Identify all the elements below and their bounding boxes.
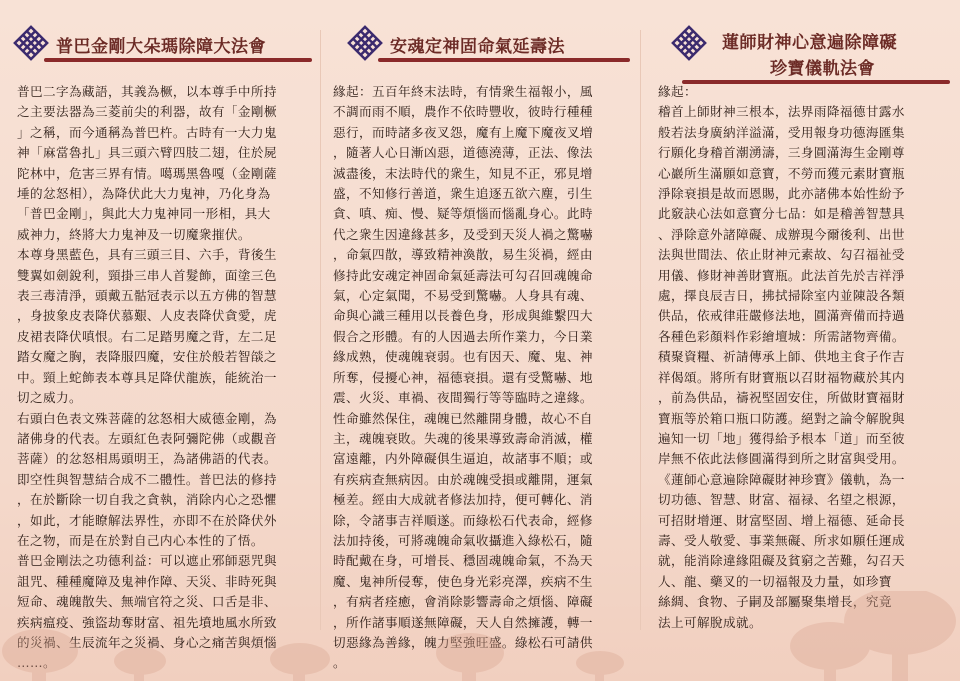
text-line: 盛，不知修行善道，衆生追逐五欲六塵，引生 <box>333 186 593 202</box>
text-line: 主，魂魄衰敗。失魂的後果導致壽命消滅，權 <box>333 430 593 446</box>
body-text <box>658 82 954 633</box>
text-line: 不調而雨不順，農作不依時豐收，彼時行種種 <box>333 104 593 120</box>
text-line: 用儀、修財神善財寶瓶。此法首先於吉祥淨 <box>658 267 905 283</box>
text-line: 皮裙表降伏嗔恨。右二足踏男魔之背，左二足 <box>17 328 277 344</box>
text-line: 壽、受人敬愛、事業無礙、所求如願任運成 <box>658 532 905 548</box>
text-line: 淨除衰損是故而恩賜，此亦諸佛本始性紛予 <box>658 186 905 202</box>
text-line: 緣起： <box>658 84 697 99</box>
text-line: 稽首上師財神三根本，法界雨降福德甘露水 <box>658 104 905 120</box>
text-line: 貪、嗔、痴、慢、疑等煩惱而惱亂身心。此時 <box>333 206 593 222</box>
text-line: 時配戴在身，可增長、穩固魂魄命氣，不為天 <box>333 553 593 569</box>
text-line: ，如此，才能瞭解法界性，亦即不在於降伏外 <box>17 512 277 528</box>
endless-knot-icon <box>670 24 708 62</box>
title-underline <box>378 58 630 62</box>
text-line: 各種色彩顏料作彩繪壇城：所需諸物齊備。 <box>658 328 905 344</box>
title-underline <box>44 58 312 62</box>
text-line: 積聚資糧、祈請傳承上師、供地主食子作吉 <box>658 349 905 365</box>
column-wealth-ritual <box>640 0 960 681</box>
text-line: 「普巴金剛」，與此大力鬼神同一形相，具大 <box>17 206 271 222</box>
text-line: 除，令諸事吉祥順遂。而綠松石代表命，經修 <box>333 512 593 528</box>
text-line: 行願化身稽首潮湧濤，三身圓滿海生金剛尊 <box>658 145 905 161</box>
section-title: 安魂定神固命氣延壽法 <box>390 37 565 57</box>
text-line: 修持此安魂定神固命氣延壽法可勾召回魂魄命 <box>333 267 593 283</box>
text-line: 所奪，侵擾心神，福德衰損。還有受驚嚇、地 <box>333 369 593 385</box>
text-line: 《蓮師心意遍除障礙財神珍寶》儀軌，為一 <box>658 471 905 487</box>
text-line: ，有病者痊癒，會消除影響壽命之煩惱、障礙 <box>333 594 593 610</box>
text-line: ，命氣四散，導致精神渙散，易生災禍，經由 <box>333 247 593 263</box>
text-line: ，身披象皮表降伏慕艱、人皮表降伏貪愛，虎 <box>17 308 277 324</box>
text-line: ……。 <box>17 655 56 671</box>
text-line: 法加持後，可將魂魄命氣收攝進入綠松石，隨 <box>333 532 593 548</box>
text-line: 處，擇良辰吉日，拂拭掃除室内並陳設各類 <box>658 288 905 304</box>
text-line: 供品，依戒律莊嚴修法地，圓滿齊備而持過 <box>658 308 905 324</box>
text-line: 切惡緣為善緣，魄力堅強旺盛。綠松石可請供 <box>333 634 593 650</box>
text-line: 普巴金剛法之功德利益：可以遮止邪師惡咒與 <box>17 553 277 569</box>
text-line: 右頭白色表文殊菩薩的忿怒相大威德金剛，為 <box>17 410 277 426</box>
text-line: 切功德、智慧、財富、福禄、名望之根源， <box>658 492 905 508</box>
text-line: ，前為供品，禱祝堅固安住，所做財寶福財 <box>658 390 905 406</box>
text-line: 威神力，終將大力鬼神及一切魔衆摧伏。 <box>17 226 251 242</box>
text-line: 緣成熟，使魂魄衰弱。也有因天、魔、鬼、神 <box>333 349 593 365</box>
text-line: 人、龍、藥叉的一切福報及力量，如珍寶 <box>658 573 892 589</box>
text-line: 陀林中，危害三界有情。噶瑪黑魯嘎（金剛薩 <box>17 165 277 181</box>
text-line: 疾病瘟疫、強盜劫奪財富、祖先墳地風水所致 <box>17 614 277 630</box>
text-line: 絲綢、食物、子嗣及部屬聚集增長，究竟 <box>658 594 892 610</box>
text-line: 神「麻當魯扎」具三頭六臂四肢二翅，住於屍 <box>17 145 277 161</box>
text-line: 。 <box>333 655 346 671</box>
text-line: 在之物，而是在於對自己内心本性的了悟。 <box>17 532 264 548</box>
text-line: 命與心識三種用以長養色身，形成與維繫四大 <box>333 308 593 324</box>
text-line: 惡行，而時諸多夜叉怨，魔有上魔下魔夜叉増 <box>333 124 593 140</box>
text-line: 岸無不依此法修圓滿得到所之財富與受用。 <box>658 451 905 467</box>
text-line: 法上可解脫成就。 <box>658 614 762 630</box>
text-line: 假合之形體。有的人因過去所作業力，今日業 <box>333 328 593 344</box>
text-line: 的災禍、生辰流年之災禍、身心之痛苦與煩惱 <box>17 634 277 650</box>
endless-knot-icon <box>346 24 384 62</box>
text-line: 富遠離，内外障礙俱生逼迫，故諸事不順；或 <box>333 451 593 467</box>
text-line: 」之稱，而今通稱為普巴杵。古時有一大力鬼 <box>17 124 277 140</box>
text-line: 埵的忿怒相），為降伏此大力鬼神，乃化身為 <box>17 186 271 202</box>
body-text <box>17 82 313 674</box>
text-line: 就，能消除違緣阻礙及貧窮之苦難，勾召天 <box>658 553 905 569</box>
text-line: 普巴二字為藏語，其義為橛，以本尊手中所持 <box>17 84 277 99</box>
text-line: 法與世間法、依止財神元素故、勾召福祉受 <box>658 247 905 263</box>
column-soul-ritual <box>320 0 640 681</box>
text-line: 緣起：五百年終末法時，有情衆生福報小，風 <box>333 84 593 99</box>
text-line: 心巖所生滿願如意寶，不勞而獲元素財寶瓶 <box>658 165 905 181</box>
text-line: 極差。經由大成就者修法加持，便可轉化、消 <box>333 492 593 508</box>
text-line: 切之威力。 <box>17 390 82 406</box>
text-line: 中。頸上蛇飾表本尊具足降伏龍族，能統治一 <box>17 369 277 385</box>
text-line: 滅盡後，末法時代的衆生，知見不正，邪見增 <box>333 165 593 181</box>
text-line: 諸佛身的代表。左頭紅色表阿彌陀佛（或觀音 <box>17 430 277 446</box>
text-line: 、淨除意外諸障礙、成辦現今爾後利、出世 <box>658 226 905 242</box>
text-line: 般若法身廣納洋溢滿，受用報身功德海匯集 <box>658 124 905 140</box>
text-line: ，在於斷除一切自我之貪執，消除内心之恐懼 <box>17 492 277 508</box>
text-line: 表三毒清淨，頭戴五骷冠表示以五方佛的智慧 <box>17 288 277 304</box>
text-line: 之主要法器為三菱前尖的利器，故有「金剛橛 <box>17 104 277 120</box>
text-line: 有疾病查無病因。由於魂魄受損或離開，運氣 <box>333 471 593 487</box>
text-line: 雙翼如劍銳利，頸掛三串人首髮飾，面塗三色 <box>17 267 277 283</box>
text-line: 詛咒、種種魔障及鬼神作障、天災、非時死與 <box>17 573 277 589</box>
text-line: 此竅訣心法如意寶分七品：如是稽善智慧具 <box>658 206 905 222</box>
section-title: 普巴金剛大朵瑪除障大法會 <box>56 37 266 57</box>
section-header <box>650 22 950 79</box>
endless-knot-icon <box>12 24 50 62</box>
text-line: 氣，心定氣聞，不易受到驚嚇。人身具有魂、 <box>333 288 593 304</box>
text-line: 本尊身黑藍色，具有三頭三目、六手，背後生 <box>17 247 277 263</box>
body-text <box>333 82 629 674</box>
section-header <box>330 22 630 74</box>
text-line: 菩薩）的忿怒相馬頭明王，為諸佛語的代表。 <box>17 451 277 467</box>
section-title-line-2: 珍寶儀軌法會 <box>770 59 875 79</box>
section-header <box>10 22 310 74</box>
text-line: 寶瓶等於箱口瓶口防護。絕對之論令解脫與 <box>658 410 905 426</box>
text-line: 代之衆生因違緣甚多，及受到天災人禍之驚嚇 <box>333 226 593 242</box>
text-line: 性命雖然保住，魂魄已然離開身體，故心不自 <box>333 410 593 426</box>
text-line: 短命、魂魄散失、無端官符之災、口舌是非、 <box>17 594 277 610</box>
section-title: 蓮師財神心意遍除障礙 <box>722 33 897 53</box>
column-purba-ritual <box>0 0 320 681</box>
text-line: ，隨著人心日漸凶惡，道德澆薄，正法、像法 <box>333 145 593 161</box>
text-line: 祥偈頌。將所有財寶瓶以召財福物藏於其内 <box>658 369 905 385</box>
text-line: 魔、鬼神所侵奪，使色身光彩亮澤，疾病不生 <box>333 573 593 589</box>
text-line: ，所作諸事順遂無障礙，天人自然擁護，轉一 <box>333 614 593 630</box>
text-line: 可招財增運、財富堅固、增上福德、延命長 <box>658 512 905 528</box>
text-line: 震、火災、車禍、夜間獨行等等臨時之違緣。 <box>333 390 593 406</box>
text-line: 即空性與智慧結合成不二體性。普巴法的修持 <box>17 471 277 487</box>
text-line: 遍知一切「地」獲得給予根本「道」而至彼 <box>658 430 905 446</box>
text-line: 踏女魔之胸，表降服四魔，安住於般若智燄之 <box>17 349 277 365</box>
